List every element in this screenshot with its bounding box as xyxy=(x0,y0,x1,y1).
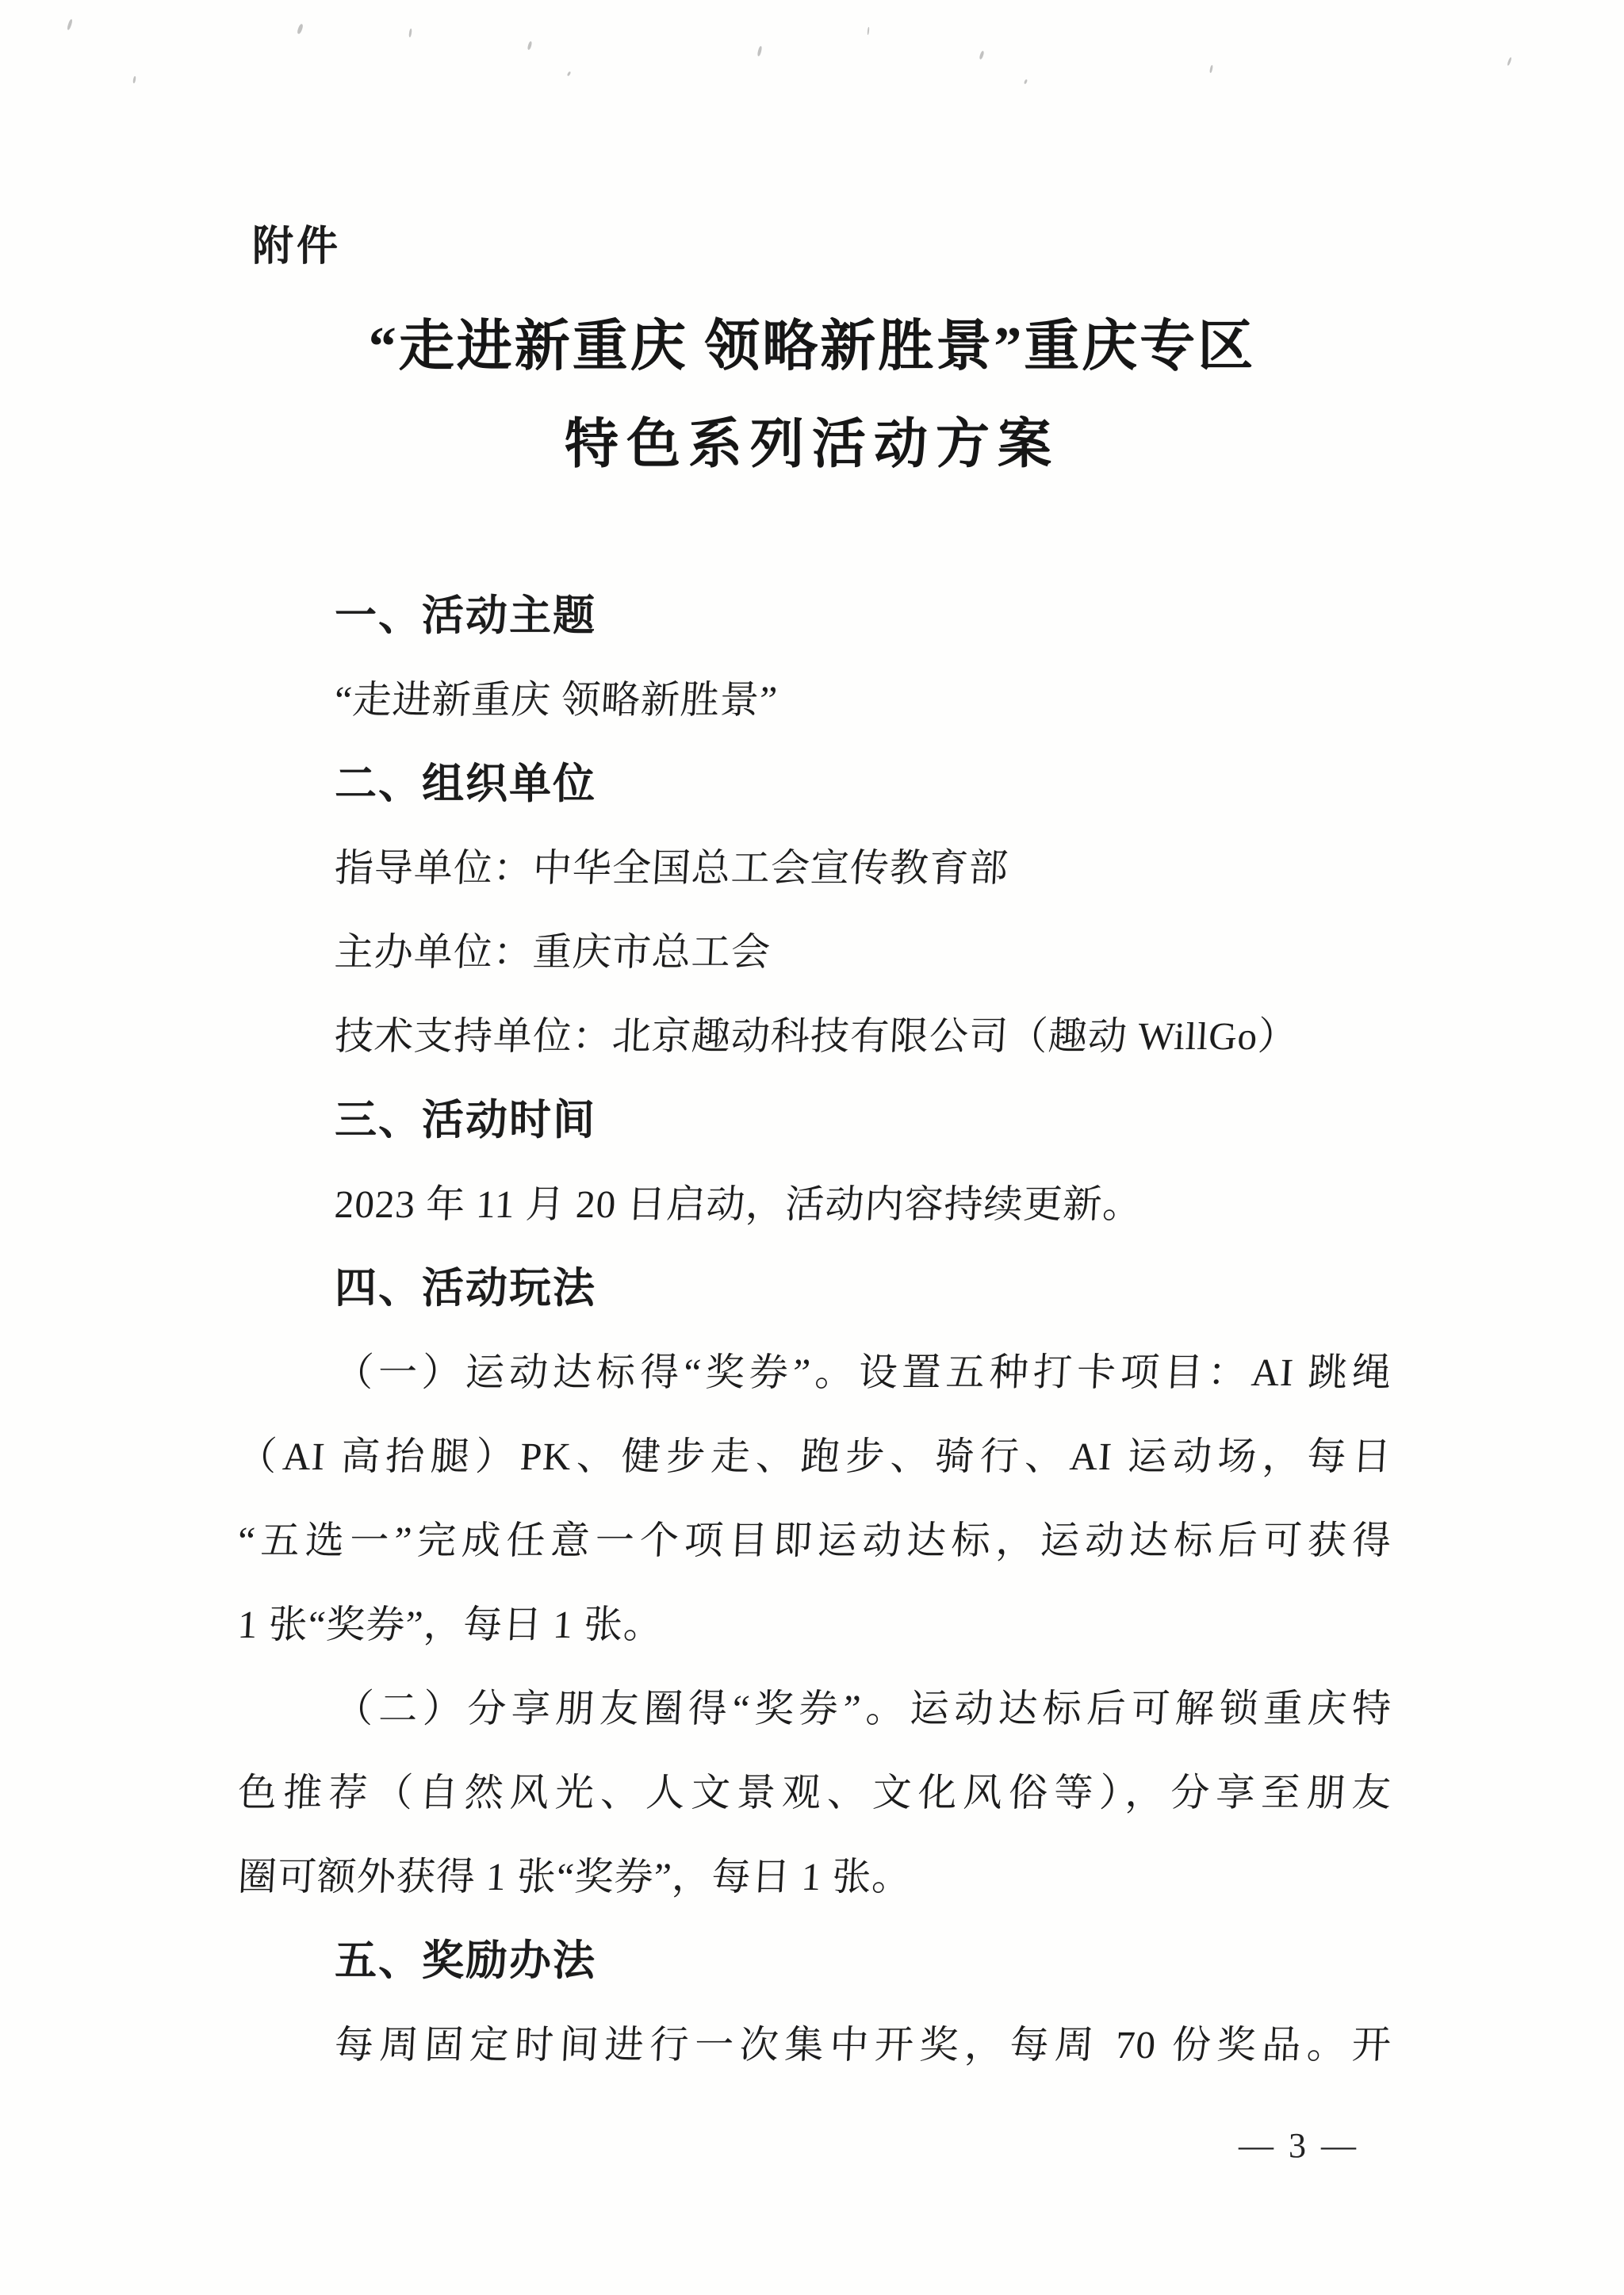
body-line: 每周固定时间进行一次集中开奖，每周 70 份奖品。开 xyxy=(333,2023,1393,2067)
scan-speck xyxy=(1024,79,1028,85)
section-heading-2: 二、组织单位 xyxy=(335,761,596,807)
scan-speck xyxy=(527,41,533,51)
scan-speck xyxy=(567,71,572,77)
body-line: （二）分享朋友圈得“奖券”。运动达标后可解锁重庆特 xyxy=(333,1687,1393,1730)
section-heading-3: 三、活动时间 xyxy=(335,1097,596,1144)
body-line: （AI 高抬腿）PK、健步走、跑步、骑行、AI 运动场，每日 xyxy=(236,1435,1393,1478)
document-title-line-2: 特色系列活动方案 xyxy=(564,414,1059,474)
body-line: 1 张“奖券”，每日 1 张。 xyxy=(236,1603,665,1646)
body-line: 色推荐（自然风光、人文景观、文化风俗等），分享至朋友 xyxy=(236,1771,1393,1814)
scan-speck xyxy=(67,19,73,31)
scan-speck xyxy=(1507,57,1512,66)
body-line: 技术支持单位：北京趣动科技有限公司（趣动 WillGo） xyxy=(333,1014,1299,1058)
document-body xyxy=(238,574,1392,2087)
body-line: 主办单位：重庆市总工会 xyxy=(333,930,772,974)
scan-speck xyxy=(756,46,762,57)
scan-speck xyxy=(867,27,869,35)
section-heading-1: 一、活动主题 xyxy=(335,592,596,639)
scan-speck xyxy=(1209,65,1213,73)
page-number: — 3 — xyxy=(1239,2126,1359,2165)
attachment-label: 附件 xyxy=(252,224,342,270)
body-line: 指导单位：中华全国总工会宣传教育部 xyxy=(333,846,1010,890)
section-heading-4: 四、活动玩法 xyxy=(335,1265,596,1312)
body-line: 圈可额外获得 1 张“奖券”，每日 1 张。 xyxy=(236,1855,913,1898)
scan-speck xyxy=(132,76,136,83)
section-heading-5: 五、奖励办法 xyxy=(335,1937,596,1984)
body-line: “走进新重庆 领略新胜景” xyxy=(333,678,779,722)
body-line: （一）运动达标得“奖券”。设置五种打卡项目：AI 跳绳 xyxy=(333,1351,1393,1394)
body-line: 2023 年 11 月 20 日启动，活动内容持续更新。 xyxy=(333,1182,1143,1226)
document-title-line-1: “走进新重庆 领略新胜景”重庆专区 xyxy=(368,316,1256,377)
body-line: “五选一”完成任意一个项目即运动达标，运动达标后可获得 xyxy=(236,1519,1393,1562)
scan-speck xyxy=(979,51,984,60)
scan-speck xyxy=(297,24,304,35)
scan-speck xyxy=(408,29,412,37)
